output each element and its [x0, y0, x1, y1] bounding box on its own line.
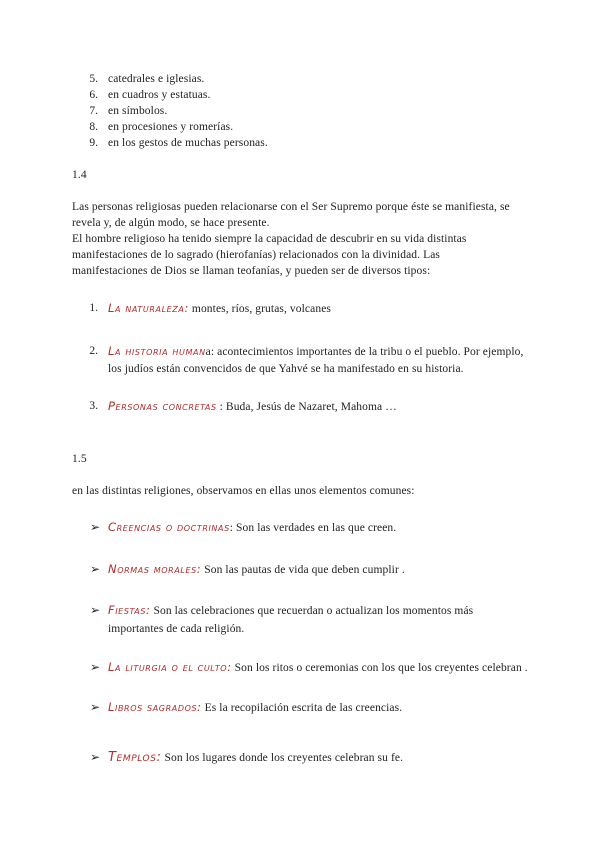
list-item: catedrales e iglesias.: [108, 73, 205, 85]
list-number: 6.: [89, 89, 98, 101]
highlight-label: Creencias o doctrinas: [108, 520, 230, 534]
arrow-bullet-icon: ➢: [90, 562, 101, 576]
list-number: 5.: [89, 73, 98, 85]
item-text: : Son las verdades en las que creen.: [229, 522, 397, 534]
paragraph-line: Las personas religiosas pueden relacionarse con el Ser Supremo porque éste se manifiesta, se: [72, 201, 510, 213]
list-number: 9.: [89, 137, 98, 149]
list-item: [108, 750, 403, 766]
section-heading: 1.4: [72, 169, 87, 181]
highlight-label: Personas concretas: [108, 399, 217, 413]
item-text: Son los lugares donde los creyentes celebran su fe.: [161, 752, 404, 764]
item-text: a: acontecimientos importantes de la tribu o el pueblo. Por ejemplo,: [205, 346, 524, 358]
paragraph-line: El hombre religioso ha tenido siempre la capacidad de descubrir en su vida distintas: [72, 233, 467, 245]
list-item: [108, 301, 331, 317]
list-item: en símbolos.: [108, 105, 168, 117]
list-number: 2.: [89, 345, 98, 357]
paragraph-line: revela y, de algún modo, se hace presente.: [72, 217, 270, 229]
section-heading: 1.5: [72, 453, 87, 465]
arrow-bullet-icon: ➢: [90, 660, 101, 674]
list-number: 8.: [89, 121, 98, 133]
highlight-label: Templos:: [108, 750, 162, 765]
item-text-continued: los judíos están convencidos de que Yahvé se ha manifestado en su historia.: [108, 363, 464, 375]
paragraph-line: manifestaciones de Dios se llaman teofanías, y pueden ser de diversos tipos:: [72, 265, 431, 277]
list-item: en cuadros y estatuas.: [108, 89, 211, 101]
highlight-label: Libros sagrados:: [108, 700, 202, 714]
list-item: [108, 700, 402, 716]
highlight-label: La naturaleza:: [108, 301, 189, 315]
list-item: en procesiones y romerías.: [108, 121, 234, 133]
list-item: [108, 520, 396, 536]
item-text: Es la recopilación escrita de las creencias.: [201, 702, 403, 714]
highlight-label: La liturgia o el culto:: [108, 660, 232, 674]
list-item: [108, 399, 397, 415]
item-text: Son las celebraciones que recuerdan o actualizan los momentos más: [150, 605, 474, 617]
item-text-continued: importantes de cada religión.: [108, 623, 245, 635]
item-text: montes, ríos, grutas, volcanes: [188, 303, 331, 315]
item-text: Son las pautas de vida que deben cumplir .: [201, 564, 405, 576]
list-number: 1.: [89, 302, 98, 314]
list-item: [108, 562, 405, 578]
list-item: [108, 660, 528, 676]
arrow-bullet-icon: ➢: [90, 750, 101, 764]
arrow-bullet-icon: ➢: [90, 700, 101, 714]
arrow-bullet-icon: ➢: [90, 520, 101, 534]
list-number: 7.: [89, 105, 98, 117]
paragraph-line: manifestaciones de lo sagrado (hierofanías) relacionados con la divinidad. Las: [72, 249, 440, 261]
item-text: : Buda, Jesús de Nazaret, Mahoma …: [216, 401, 397, 413]
item-text: Son los ritos o ceremonias con los que los creyentes celebran .: [231, 662, 528, 674]
highlight-label: Normas morales:: [108, 562, 202, 576]
list-item: [108, 344, 524, 360]
list-item: en los gestos de muchas personas.: [108, 137, 268, 149]
list-number: 3.: [89, 400, 98, 412]
arrow-bullet-icon: ➢: [90, 603, 101, 617]
highlight-label: La historia human: [108, 344, 206, 358]
highlight-label: Fiestas:: [108, 603, 151, 617]
list-item: [108, 603, 473, 619]
section-intro: en las distintas religiones, observamos en ellas unos elementos comunes:: [72, 485, 415, 497]
